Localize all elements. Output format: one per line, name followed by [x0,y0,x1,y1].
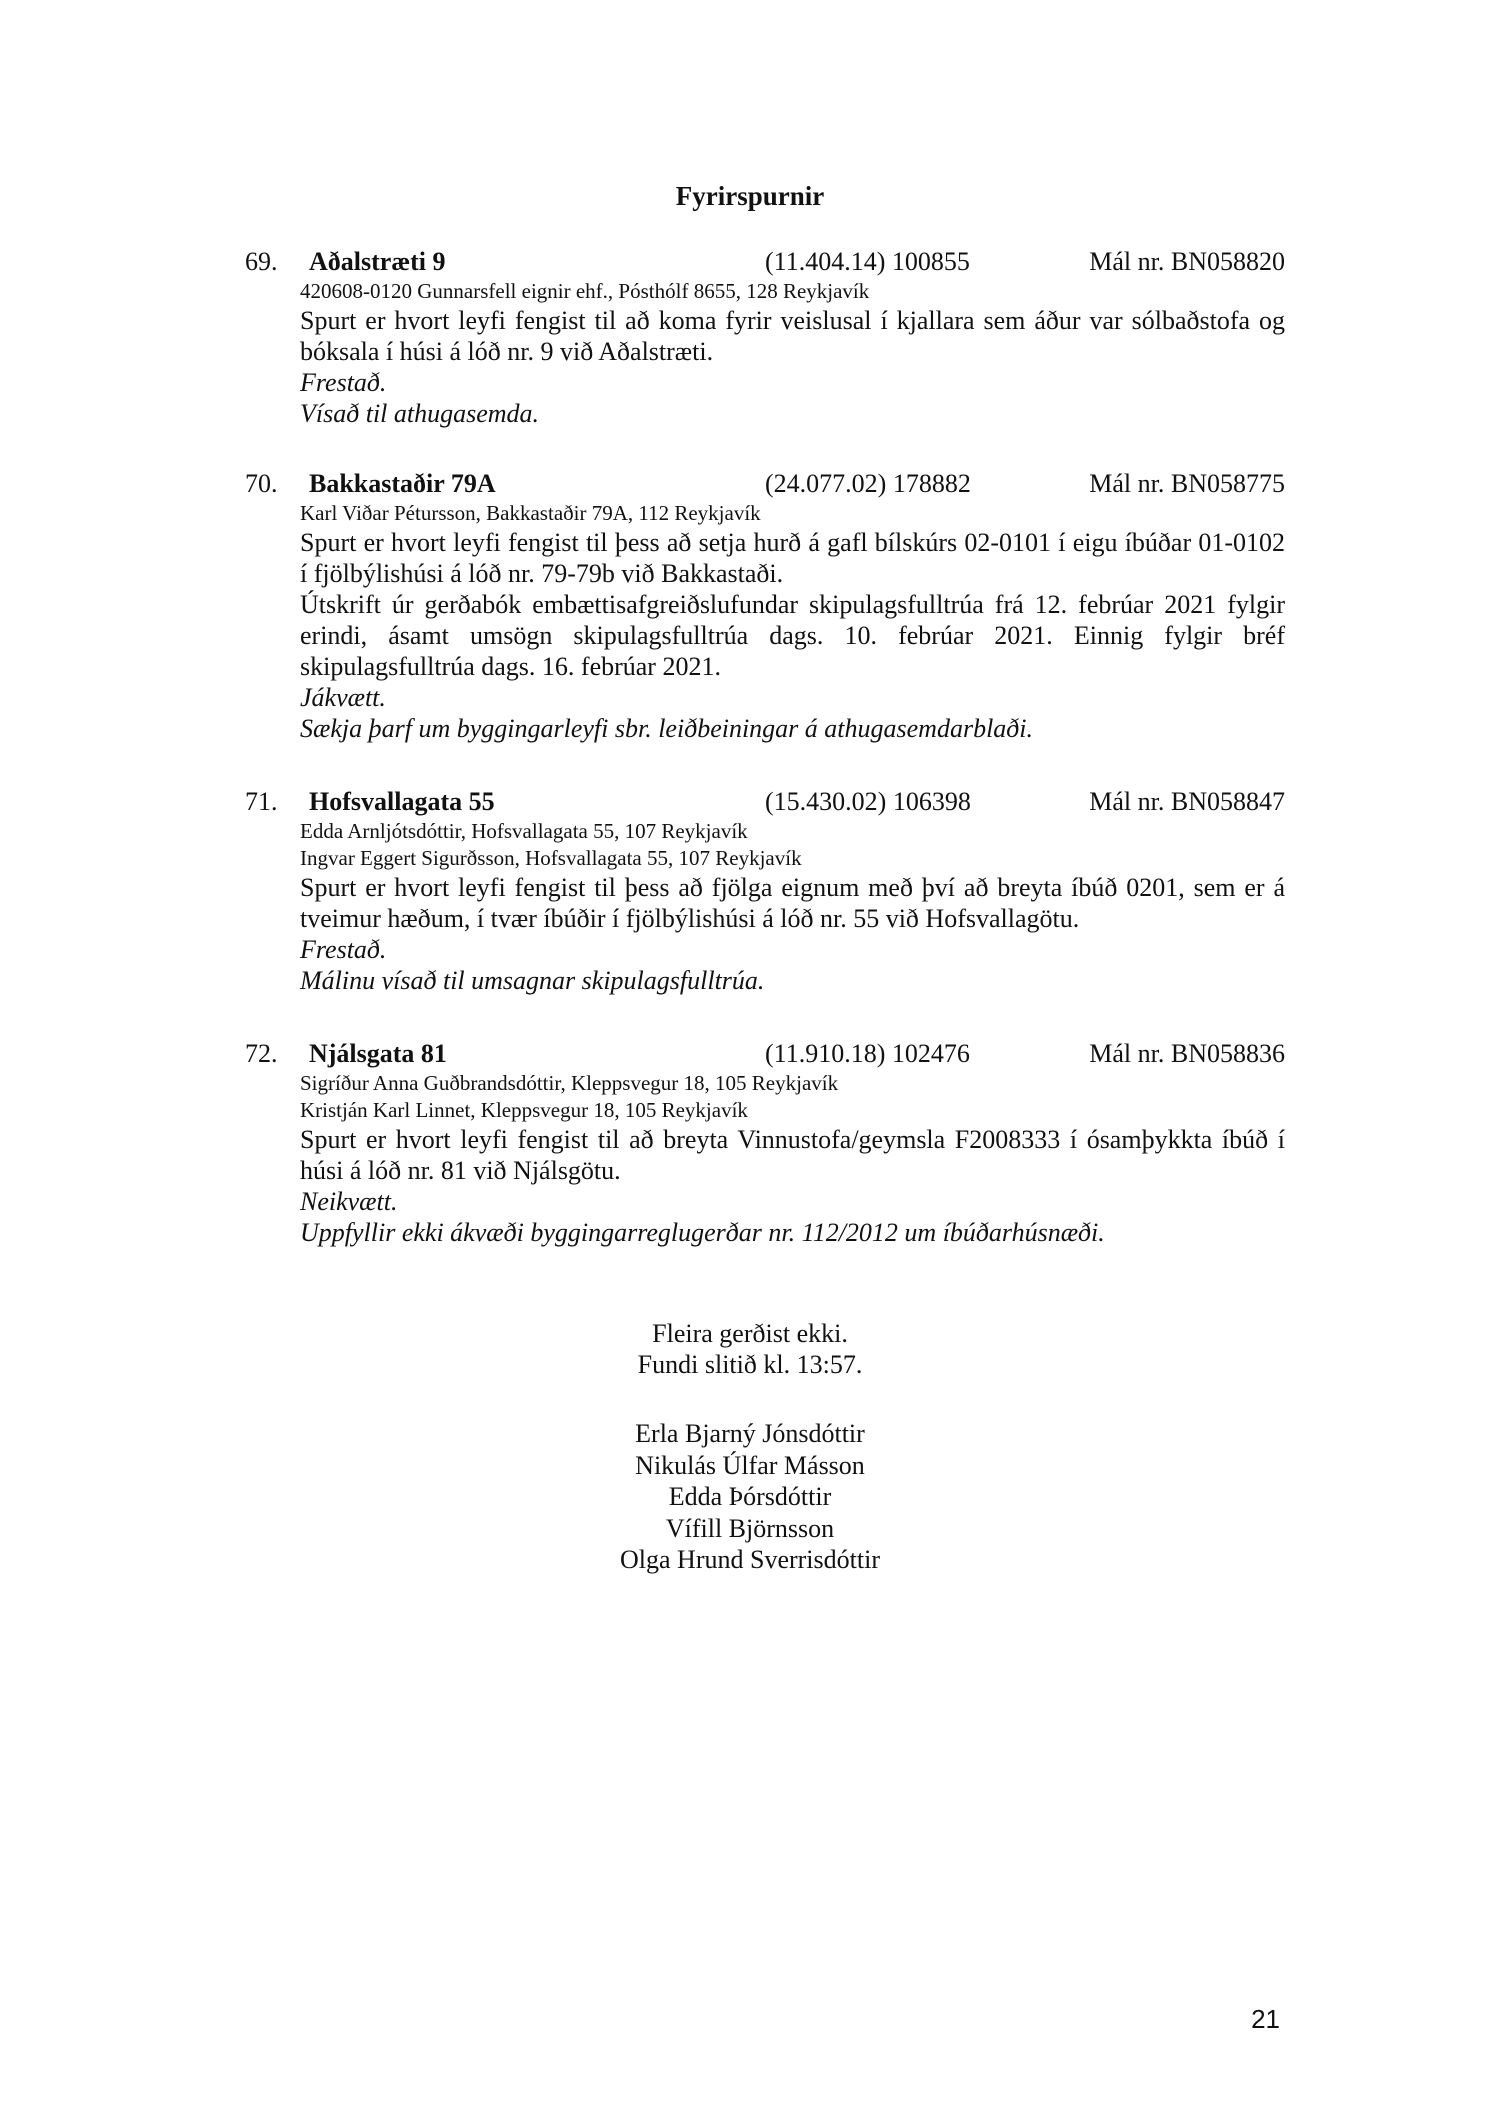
case-decision: Neikvætt. [300,1187,398,1216]
case-item [245,786,1285,996]
closing-line: Fundi slitið kl. 13:57. [637,1350,863,1379]
case-body [300,1070,1285,1248]
case-number: 69. [245,247,278,276]
case-description [300,1124,1285,1186]
description-paragraph: Spurt er hvort leyfi fengist til að koma fyrir veislusal í kjallara sem áður var sólbaðstofa og bóksala í húsi á lóð nr. 9 við Aðalstræti. [300,306,1285,366]
case-file-number: Mál nr. BN058820 [1089,247,1285,276]
case-body [300,278,1285,429]
case-note: Málinu vísað til umsagnar skipulagsfulltrúa. [300,966,765,995]
case-body [300,500,1285,744]
case-address: Hofsvallagata 55 [309,787,495,816]
applicant: Edda Arnljótsdóttir, Hofsvallagata 55, 107 Reykjavík [300,819,748,843]
case-header [245,468,1285,500]
case-header [245,786,1285,818]
applicant: Ingvar Eggert Sigurðsson, Hofsvallagata 55, 107 Reykjavík [300,846,802,870]
case-note: Sækja þarf um byggingarleyfi sbr. leiðbeiningar á athugasemdarblaði. [300,714,1034,743]
case-header [245,1038,1285,1070]
case-number: 71. [245,787,278,816]
case-reference: (15.430.02) 106398 [765,787,971,816]
section-title: Fyrirspurnir [675,181,825,211]
signatory-name: Erla Bjarný Jónsdóttir [635,1419,865,1448]
signatory-name: Vífill Björnsson [665,1513,835,1543]
case-decision: Frestað. [300,935,387,964]
applicant: 420608-0120 Gunnarsfell eignir ehf., Pósthólf 8655, 128 Reykjavík [300,279,870,303]
case-reference: (11.404.14) 100855 [765,247,970,276]
case-address: Njálsgata 81 [309,1039,447,1068]
case-file-number: Mál nr. BN058847 [1089,787,1285,816]
case-decision: Frestað. [300,368,387,397]
description-paragraph: Spurt er hvort leyfi fengist til að breyta Vinnustofa/geymsla F2008333 í ósamþykkta íbúð í húsi á lóð nr. 81 við Njálsgötu. [300,1125,1285,1185]
case-file-number: Mál nr. BN058836 [1089,1039,1285,1068]
case-item [245,1038,1285,1248]
signatory-name: Olga Hrund Sverrisdóttir [620,1545,880,1574]
description-paragraph: Spurt er hvort leyfi fengist til þess að setja hurð á gafl bílskúrs 02-0101 í eigu íbúðar 01-0102 í fjölbýlishúsi á lóð nr. 79-79b við Bakkastaði. [300,528,1285,588]
case-note: Uppfyllir ekki ákvæði byggingarreglugerðar nr. 112/2012 um íbúðarhúsnæði. [300,1218,1105,1247]
case-reference: (11.910.18) 102476 [765,1039,970,1068]
signatory-name: Edda Þórsdóttir [668,1482,832,1511]
case-decision: Jákvætt. [300,683,386,712]
page-number: 21 [1251,2004,1280,2034]
signatory-name: Nikulás Úlfar Másson [635,1450,865,1480]
applicant: Karl Viðar Pétursson, Bakkastaðir 79A, 112 Reykjavík [300,501,761,525]
case-file-number: Mál nr. BN058775 [1089,469,1285,498]
case-body [300,818,1285,996]
case-description [300,872,1285,934]
case-number: 70. [245,469,278,498]
applicant: Sigríður Anna Guðbrandsdóttir, Kleppsvegur 18, 105 Reykjavík [300,1071,839,1095]
case-header [245,246,1285,278]
case-note: Vísað til athugasemda. [300,399,540,428]
closing-line: Fleira gerðist ekki. [652,1319,848,1348]
case-address: Bakkastaðir 79A [309,469,496,498]
case-address: Aðalstræti 9 [309,247,446,276]
signatories-list [0,1418,1500,1576]
description-paragraph: Spurt er hvort leyfi fengist til þess að fjölga eignum með því að breyta íbúð 0201, sem er á tveimur hæðum, í tvær íbúðir í fjölbýlishúsi á lóð nr. 55 við Hofsvallagötu. [300,873,1285,933]
case-item [245,468,1285,744]
case-reference: (24.077.02) 178882 [765,469,971,498]
description-paragraph: Útskrift úr gerðabók embættisafgreiðslufundar skipulagsfulltrúa frá 12. febrúar 2021 fylgir erindi, ásamt umsögn skipulagsfulltrúa dags. 10. febrúar 2021. Einnig fylgir bréf skipulagsfulltrúa dags. 16. febrúar 2021. [300,590,1285,681]
case-description [300,527,1285,682]
case-number: 72. [245,1039,278,1068]
closing-statement [0,1318,1500,1380]
applicant: Kristján Karl Linnet, Kleppsvegur 18, 105 Reykjavík [300,1098,748,1122]
case-description [300,305,1285,367]
case-item [245,246,1285,429]
